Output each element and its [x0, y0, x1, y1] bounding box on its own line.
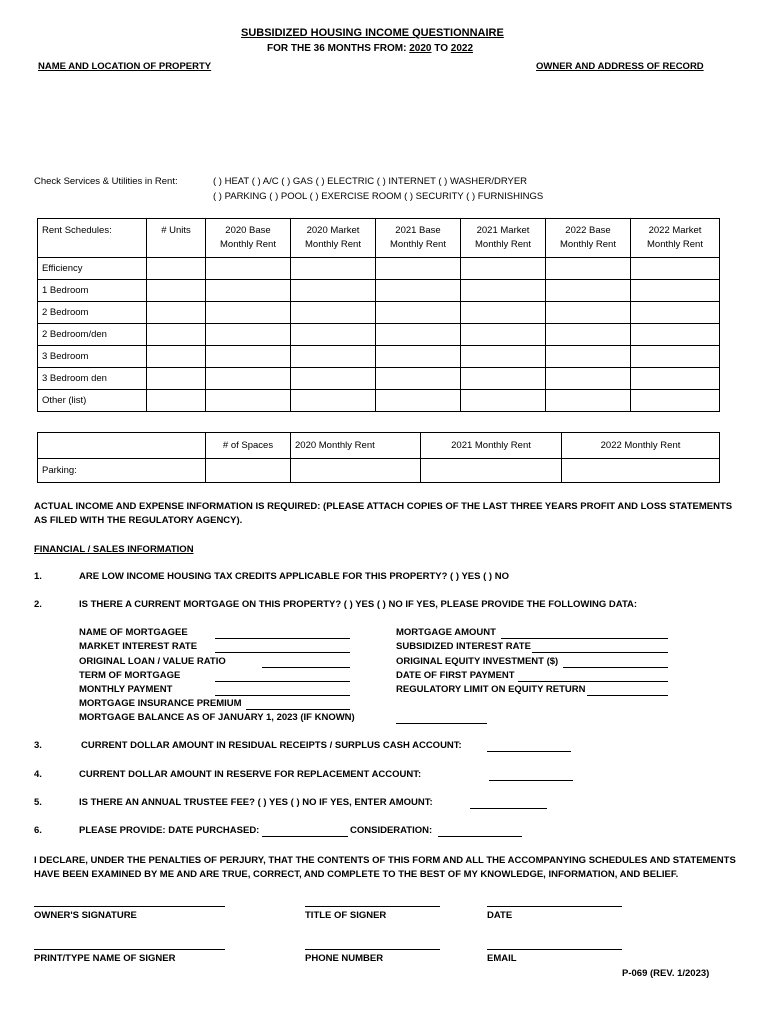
table-cell[interactable] — [291, 390, 376, 412]
mortgage-balance-label: MORTGAGE BALANCE AS OF JANUARY 1, 2023 (IF KNOWN) — [79, 712, 355, 723]
q3-text: CURRENT DOLLAR AMOUNT IN RESIDUAL RECEIPTS / SURPLUS CASH ACCOUNT: — [81, 740, 462, 751]
table-cell[interactable] — [147, 368, 206, 390]
table-cell[interactable] — [631, 390, 720, 412]
consideration-field[interactable] — [438, 836, 522, 837]
table-cell[interactable] — [631, 324, 720, 346]
rent-col-header: 2022 Market Monthly Rent — [631, 219, 720, 258]
table-cell[interactable] — [147, 390, 206, 412]
owner-signature-line[interactable] — [34, 906, 225, 907]
phone-line[interactable] — [305, 949, 440, 950]
table-cell[interactable] — [546, 368, 631, 390]
table-cell[interactable] — [291, 258, 376, 280]
table-cell[interactable] — [147, 324, 206, 346]
table-cell[interactable] — [291, 302, 376, 324]
owner-signature-label: OWNER'S SIGNATURE — [34, 910, 137, 921]
table-row — [38, 324, 720, 346]
mortgagee-field[interactable] — [215, 638, 350, 639]
print-name-line[interactable] — [34, 949, 225, 950]
rent-schedules-header: Rent Schedules: — [38, 219, 147, 258]
q2-text[interactable]: IS THERE A CURRENT MORTGAGE ON THIS PROPERTY? ( ) YES ( ) NO IF YES, PLEASE PROVIDE THE FOLLOWING DATA: — [79, 599, 638, 610]
equity-investment-label: ORIGINAL EQUITY INVESTMENT ($) — [396, 656, 559, 667]
q6-consideration-label: CONSIDERATION: — [350, 825, 433, 836]
table-cell[interactable] — [461, 258, 546, 280]
table-cell[interactable] — [631, 368, 720, 390]
q6-number: 6. — [34, 825, 42, 836]
q1-text[interactable]: ARE LOW INCOME HOUSING TAX CREDITS APPLICABLE FOR THIS PROPERTY? ( ) YES ( ) NO — [79, 571, 509, 582]
rent-col-header: 2022 Base Monthly Rent — [546, 219, 631, 258]
insurance-premium-field[interactable] — [246, 709, 350, 710]
table-row — [38, 346, 720, 368]
table-cell[interactable] — [546, 258, 631, 280]
table-cell[interactable] — [631, 346, 720, 368]
row-label: 3 Bedroom — [38, 346, 147, 368]
table-cell[interactable] — [461, 346, 546, 368]
rent-col-header: 2021 Market Monthly Rent — [461, 219, 546, 258]
market-rate-label: MARKET INTEREST RATE — [79, 641, 198, 652]
mortgage-balance-field[interactable] — [396, 723, 487, 724]
table-cell[interactable] — [546, 324, 631, 346]
table-cell[interactable] — [461, 324, 546, 346]
row-label: 3 Bedroom den — [38, 368, 147, 390]
reserve-replacement-field[interactable] — [489, 780, 573, 781]
rent-col-header: 2020 Base Monthly Rent — [206, 219, 291, 258]
form-title: SUBSIDIZED HOUSING INCOME QUESTIONNAIRE — [241, 27, 504, 39]
phone-label: PHONE NUMBER — [305, 953, 384, 964]
q3-number: 3. — [34, 740, 42, 751]
table-cell[interactable] — [461, 390, 546, 412]
table-cell[interactable] — [291, 280, 376, 302]
rent-col-header: 2020 Market Monthly Rent — [291, 219, 376, 258]
table-cell[interactable] — [421, 459, 562, 483]
subsidized-rate-label: SUBSIDIZED INTEREST RATE — [396, 641, 531, 652]
equity-investment-field[interactable] — [563, 667, 668, 668]
table-cell[interactable] — [562, 459, 720, 483]
notice-line-2: AS FILED WITH THE REGULATORY AGENCY). — [34, 515, 243, 526]
print-name-label: PRINT/TYPE NAME OF SIGNER — [34, 953, 176, 964]
table-cell[interactable] — [461, 280, 546, 302]
table-cell[interactable] — [376, 346, 461, 368]
market-rate-field[interactable] — [215, 652, 350, 653]
table-cell[interactable] — [206, 324, 291, 346]
loan-ratio-field[interactable] — [262, 667, 350, 668]
parking-table — [37, 432, 720, 483]
parking-label: Parking: — [38, 459, 206, 483]
services-label: Check Services & Utilities in Rent: — [34, 176, 178, 187]
subsidized-rate-field[interactable] — [532, 652, 668, 653]
table-cell[interactable] — [461, 302, 546, 324]
property-label: NAME AND LOCATION OF PROPERTY — [38, 61, 212, 72]
first-payment-label: DATE OF FIRST PAYMENT — [396, 670, 515, 681]
owner-label: OWNER AND ADDRESS OF RECORD — [536, 61, 704, 72]
table-cell[interactable] — [376, 324, 461, 346]
units-header: # Units — [147, 219, 206, 258]
title-of-signer-label: TITLE OF SIGNER — [305, 910, 387, 921]
table-cell[interactable] — [376, 368, 461, 390]
term-label: TERM OF MORTGAGE — [79, 670, 181, 681]
q4-text: CURRENT DOLLAR AMOUNT IN RESERVE FOR REPLACEMENT ACCOUNT: — [79, 769, 422, 780]
monthly-payment-field[interactable] — [215, 695, 350, 696]
q5-text[interactable]: IS THERE AN ANNUAL TRUSTEE FEE? ( ) YES ( ) NO IF YES, ENTER AMOUNT: — [79, 797, 433, 808]
monthly-payment-label: MONTHLY PAYMENT — [79, 684, 173, 695]
table-cell[interactable] — [206, 346, 291, 368]
table-cell[interactable] — [461, 368, 546, 390]
spaces-header: # of Spaces — [206, 433, 291, 459]
rent-col-header: 2021 Base Monthly Rent — [376, 219, 461, 258]
table-cell[interactable] — [631, 258, 720, 280]
q2-number: 2. — [34, 599, 42, 610]
table-cell[interactable] — [206, 258, 291, 280]
parking-col-header: 2021 Monthly Rent — [421, 433, 562, 459]
mortgage-amount-field[interactable] — [501, 638, 668, 639]
term-field[interactable] — [215, 681, 350, 682]
table-cell[interactable] — [376, 280, 461, 302]
row-label: 2 Bedroom — [38, 302, 147, 324]
parking-col-header: 2022 Monthly Rent — [562, 433, 720, 459]
table-cell[interactable] — [546, 280, 631, 302]
residual-receipts-field[interactable] — [487, 751, 571, 752]
insurance-premium-label: MORTGAGE INSURANCE PREMIUM — [79, 698, 242, 709]
row-label: 1 Bedroom — [38, 280, 147, 302]
table-cell[interactable] — [206, 459, 291, 483]
table-cell — [38, 433, 206, 459]
subtitle-to: TO — [434, 43, 448, 54]
first-payment-field[interactable] — [518, 681, 668, 682]
table-cell[interactable] — [631, 280, 720, 302]
table-cell[interactable] — [206, 280, 291, 302]
table-cell[interactable] — [376, 258, 461, 280]
mortgage-amount-label: MORTGAGE AMOUNT — [396, 627, 496, 638]
table-cell[interactable] — [546, 346, 631, 368]
table-cell[interactable] — [147, 258, 206, 280]
table-row — [38, 302, 720, 324]
year-from: 2020 — [409, 43, 432, 54]
mortgagee-label: NAME OF MORTGAGEE — [79, 627, 188, 638]
table-cell[interactable] — [376, 302, 461, 324]
notice-line-1: ACTUAL INCOME AND EXPENSE INFORMATION IS REQUIRED: (PLEASE ATTACH COPIES OF THE LAST THREE YEARS PROFIT AND LOSS STATEMENTS — [34, 501, 733, 512]
table-row — [38, 280, 720, 302]
row-label: Efficiency — [38, 258, 147, 280]
email-line[interactable] — [487, 949, 622, 950]
form-id: P-069 (REV. 1/2023) — [622, 968, 710, 979]
table-cell[interactable] — [291, 324, 376, 346]
date-label: DATE — [487, 910, 513, 921]
loan-ratio-label: ORIGINAL LOAN / VALUE RATIO — [79, 656, 226, 667]
equity-return-field[interactable] — [587, 695, 668, 696]
financial-heading: FINANCIAL / SALES INFORMATION — [34, 544, 194, 555]
table-cell[interactable] — [546, 302, 631, 324]
subtitle-prefix: FOR THE 36 MONTHS FROM: — [267, 43, 407, 54]
table-cell[interactable] — [291, 459, 421, 483]
parking-col-header: 2020 Monthly Rent — [291, 433, 421, 459]
declaration-line-2: HAVE BEEN EXAMINED BY ME AND ARE TRUE, CORRECT, AND COMPLETE TO THE BEST OF MY KNOWLEDGE, INFORMATION, AND BELIEF. — [34, 869, 679, 880]
table-cell[interactable] — [147, 302, 206, 324]
form-subtitle — [267, 43, 473, 54]
date-line[interactable] — [487, 906, 622, 907]
title-of-signer-line[interactable] — [305, 906, 440, 907]
q5-number: 5. — [34, 797, 42, 808]
table-cell[interactable] — [147, 280, 206, 302]
q6-date-label: PLEASE PROVIDE: DATE PURCHASED: — [79, 825, 260, 836]
date-purchased-field[interactable] — [262, 836, 348, 837]
table-row — [38, 459, 720, 483]
row-label: Other (list) — [38, 390, 147, 412]
row-label: 2 Bedroom/den — [38, 324, 147, 346]
table-cell[interactable] — [206, 302, 291, 324]
year-to: 2022 — [450, 43, 474, 54]
table-cell[interactable] — [291, 368, 376, 390]
trustee-fee-field[interactable] — [470, 808, 547, 809]
table-cell[interactable] — [631, 302, 720, 324]
email-label: EMAIL — [487, 953, 517, 964]
table-cell[interactable] — [376, 390, 461, 412]
table-row — [38, 368, 720, 390]
table-cell[interactable] — [147, 346, 206, 368]
services-line-1[interactable]: ( ) HEAT ( ) A/C ( ) GAS ( ) ELECTRIC ( ) INTERNET ( ) WASHER/DRYER — [213, 176, 528, 187]
q4-number: 4. — [34, 769, 42, 780]
table-row — [38, 390, 720, 412]
declaration-line-1: I DECLARE, UNDER THE PENALTIES OF PERJURY, THAT THE CONTENTS OF THIS FORM AND ALL THE ACCOMPANYING SCHEDULES AND STATEMENTS — [34, 855, 736, 866]
table-cell[interactable] — [546, 390, 631, 412]
table-cell[interactable] — [291, 346, 376, 368]
table-cell[interactable] — [206, 368, 291, 390]
table-cell[interactable] — [206, 390, 291, 412]
q1-number: 1. — [34, 571, 42, 582]
rent-schedule-table — [37, 218, 720, 412]
table-row — [38, 258, 720, 280]
services-line-2[interactable]: ( ) PARKING ( ) POOL ( ) EXERCISE ROOM ( ) SECURITY ( ) FURNISHINGS — [213, 191, 544, 202]
equity-return-label: REGULATORY LIMIT ON EQUITY RETURN — [396, 684, 586, 695]
